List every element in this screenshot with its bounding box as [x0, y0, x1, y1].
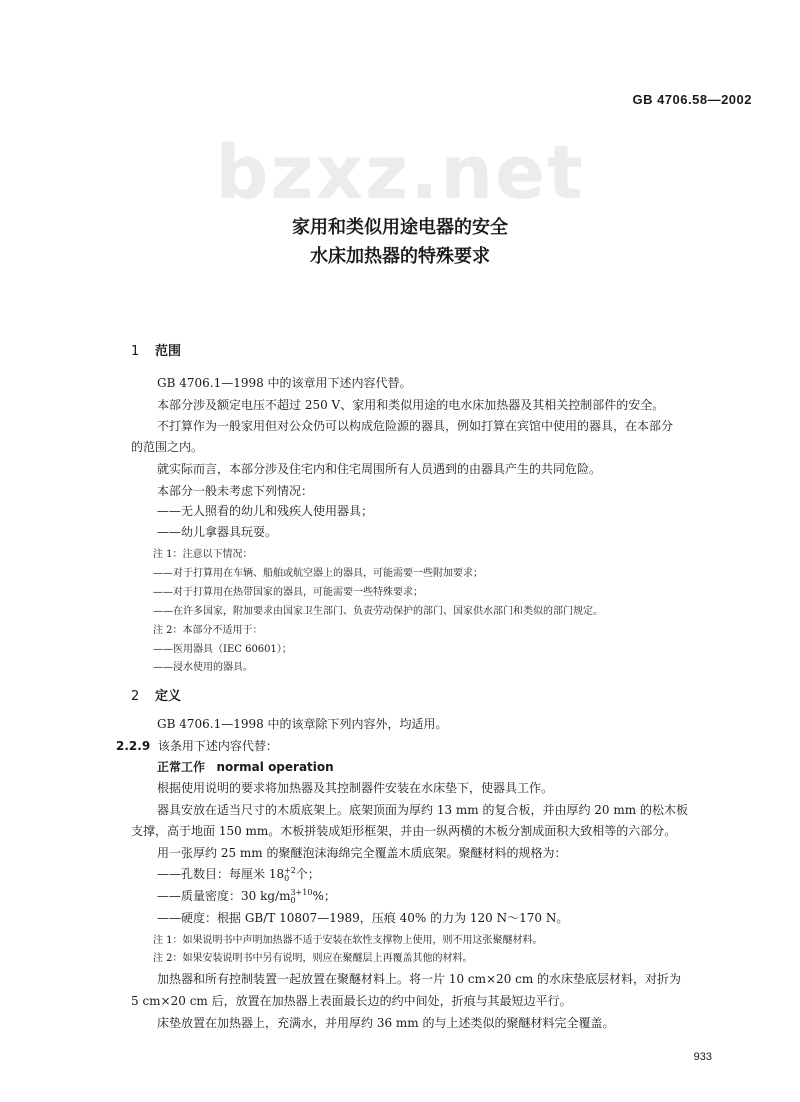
paragraph-continuation: 的范围之内。: [131, 440, 204, 454]
watermark: bzxz.net: [215, 130, 585, 216]
section-title: 范围: [155, 344, 182, 359]
spec-item: [157, 887, 336, 905]
standard-code: GB 4706.58—2002: [632, 92, 752, 107]
spec-text: 个；: [295, 867, 320, 881]
paragraph: GB 4706.1—1998 中的该章除下列内容外，均适用。: [157, 717, 448, 731]
note: 注 1：如果说明书中声明加热器不适于安装在软性支撑物上使用，则不用这张聚醚材料。: [153, 935, 543, 946]
paragraph: 用一张厚约 25 mm 的聚醚泡沫海绵完全覆盖木质底架。聚醚材料的规格为：: [157, 846, 567, 860]
document-title: [0, 213, 800, 271]
tolerance-upper: 3+10: [290, 887, 313, 897]
paragraph: 床垫放置在加热器上，充满水，并用厚约 36 mm 的与上述类似的聚醚材料完全覆盖。: [157, 1016, 615, 1030]
spec-text: ——质量密度：30 kg/m: [157, 889, 291, 903]
paragraph: 本部分涉及额定电压不超过 250 V、家用和类似用途的电水床加热器及其相关控制部件的安全。: [157, 398, 665, 412]
paragraph: 根据使用说明的要求将加热器及其控制器件安装在水床垫下，使器具工作。: [157, 781, 554, 795]
tolerance-lower: 0: [290, 895, 296, 905]
paragraph: 不打算作为一般家用但对公众仍可以构成危险源的器具，例如打算在宾馆中使用的器具，在本部分: [157, 419, 674, 433]
section-number: 2: [131, 689, 140, 704]
term-definition: [157, 758, 334, 775]
tolerance: [284, 867, 296, 883]
paragraph: 加热器和所有控制装置一起放置在聚醚材料上。将一片 10 cm×20 cm 的水床垫底层材料，对折为: [157, 972, 682, 986]
note-item: ——对于打算用在车辆、船舶或航空器上的器具，可能需要一些附加要求；: [153, 568, 483, 579]
section-title: 定义: [155, 689, 182, 704]
note: 注 2：如果安装说明书中另有说明，则应在聚醚层上再覆盖其他的材料。: [153, 953, 473, 964]
paragraph: GB 4706.1—1998 中的该章用下述内容代替。: [157, 376, 412, 390]
clause-number: 2.2.9: [116, 739, 151, 753]
section-number: 1: [131, 344, 140, 359]
title-line-1: 家用和类似用途电器的安全: [292, 217, 508, 238]
spec-item: [157, 865, 320, 883]
dash-item: ——幼儿拿器具玩耍。: [157, 525, 278, 539]
tolerance-lower: 0: [284, 873, 290, 883]
spec-text: %；: [312, 889, 336, 903]
note-title: 注 1：注意以下情况：: [153, 549, 253, 560]
spec-item: ——硬度：根据 GB/T 10807—1989，压痕 40% 的力为 120 N～170 N。: [157, 911, 569, 925]
clause-text: 该条用下述内容代替：: [157, 739, 278, 753]
note-item: ——对于打算用在热带国家的器具，可能需要一些特殊要求；: [153, 587, 423, 598]
note-item: ——在许多国家，附加要求由国家卫生部门、负责劳动保护的部门、国家供水部门和类似的部门规定。: [153, 606, 603, 617]
tolerance: [290, 889, 312, 905]
paragraph: 就实际而言，本部分涉及住宅内和住宅周围所有人员遇到的由器具产生的共同危险。: [157, 462, 602, 476]
dash-item: ——无人照看的幼儿和残疾人使用器具；: [157, 504, 374, 518]
spec-text: ——孔数目：每厘米 18: [157, 867, 285, 881]
paragraph: 器具安放在适当尺寸的木质底架上。底架顶面为厚约 13 mm 的复合板，并由厚约 20 mm 的松木板: [157, 803, 688, 817]
tolerance-upper: +2: [284, 865, 296, 875]
paragraph-continuation: 5 cm×20 cm 后，放置在加热器上表面最长边的约中间处，折痕与其最短边平行。: [131, 994, 572, 1008]
paragraph: 本部分一般未考虑下列情况：: [157, 484, 314, 498]
note-title: 注 2：本部分不适用于：: [153, 625, 263, 636]
note-item: ——浸水使用的器具。: [153, 662, 253, 673]
term-english: normal operation: [216, 760, 334, 774]
section-2-heading: [131, 685, 181, 704]
term-chinese: 正常工作: [157, 760, 206, 774]
title-line-2: 水床加热器的特殊要求: [310, 246, 490, 267]
note-item: ——医用器具（IEC 60601）；: [153, 644, 292, 655]
page-number: 933: [693, 1051, 712, 1063]
paragraph-continuation: 支撑，高于地面 150 mm。木板拼装成矩形框架，并由一纵两横的木板分割成面积大致相等的六部分。: [131, 824, 677, 838]
clause-heading: [116, 737, 278, 754]
section-1-heading: [131, 340, 181, 359]
